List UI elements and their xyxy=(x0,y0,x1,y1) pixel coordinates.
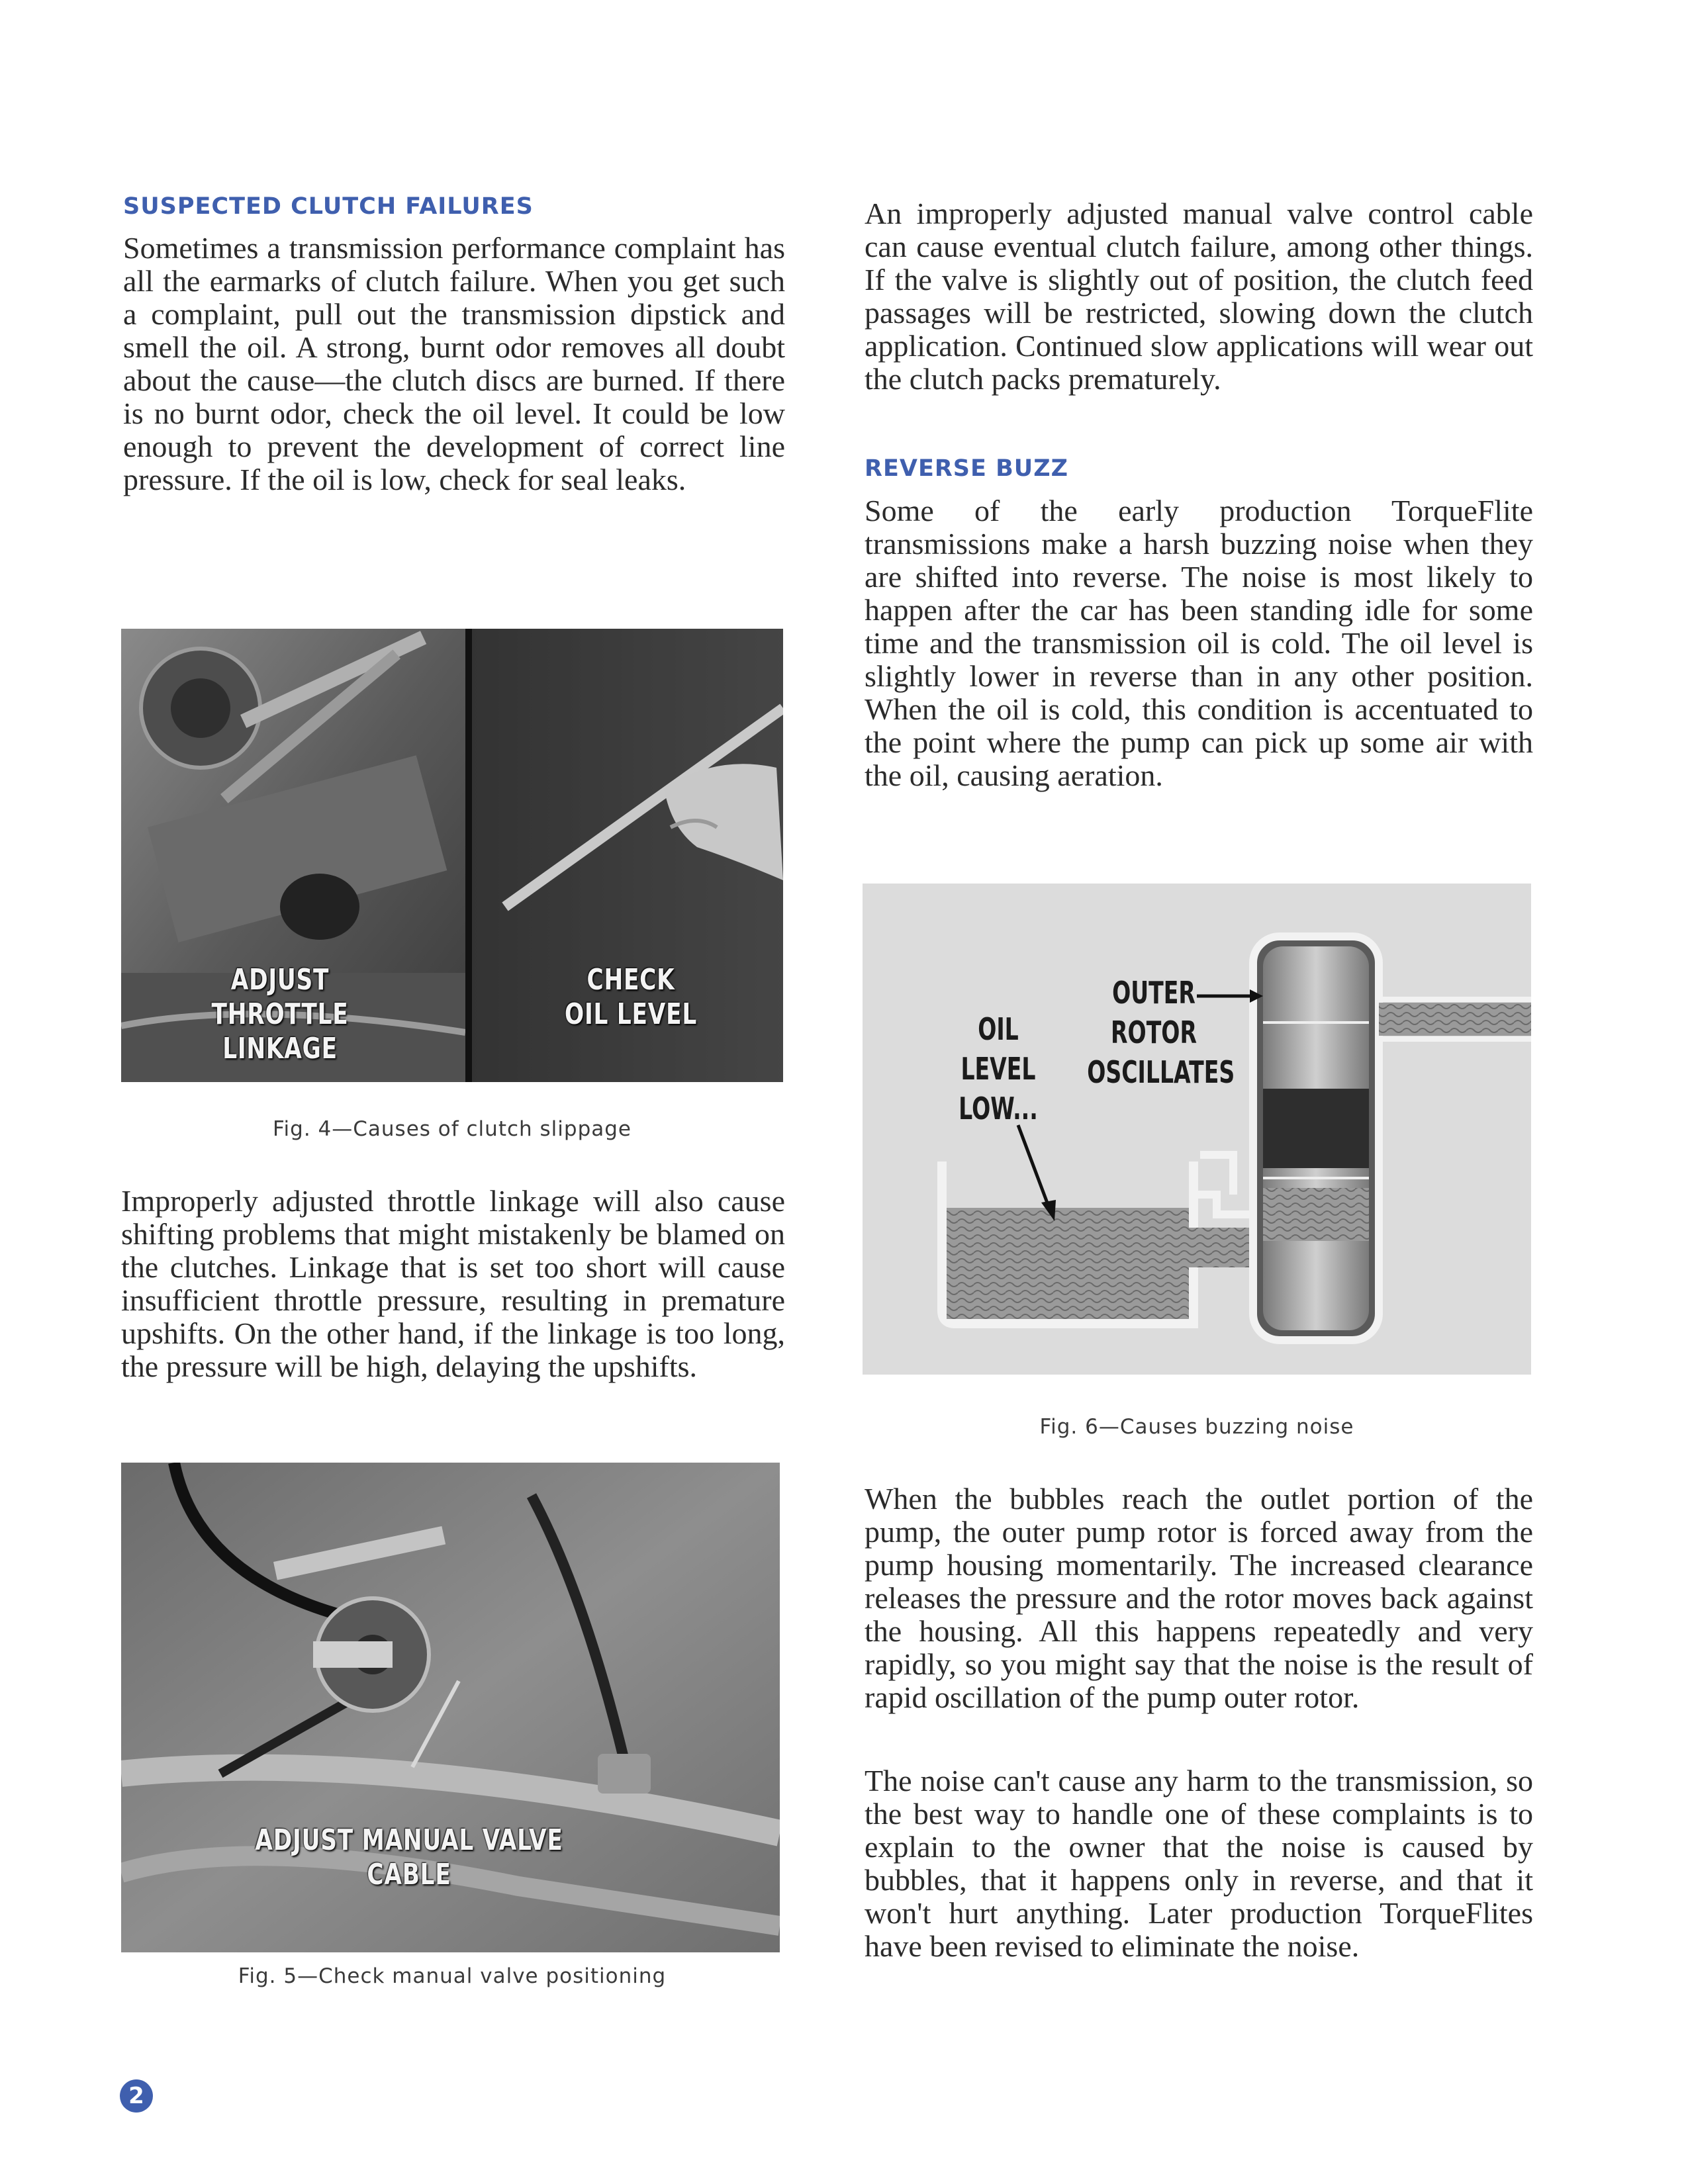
fig6-diagram-art xyxy=(863,884,1531,1375)
paragraph-bubbles-outlet: When the bubbles reach the outlet portion of the pump, the outer pump rotor is forced away from the pump housing momentarily. The increased clearance releases the pressure and the rotor moves back against the housing. All this happens repeatedly and very rapidly, so you might say that the noise is the result of rapid oscillation of the pump outer rotor. xyxy=(865,1482,1533,1714)
section-heading-suspected-clutch-failures: SUSPECTED CLUTCH FAILURES xyxy=(123,193,534,220)
section-heading-reverse-buzz: REVERSE BUZZ xyxy=(865,455,1068,482)
paragraph-throttle-linkage: Improperly adjusted throttle linkage will also cause shifting problems that might mistakenly be blamed on the clutches. Linkage that is set too short will cause insufficient throttle pressure, resulting in premature upshifts. On the other hand, if the linkage is too long, the pressure will be high, delaying the upshifts. xyxy=(121,1184,785,1383)
fig6-label-oil-level-low: OIL LEVEL LOW... xyxy=(959,1011,1038,1126)
paragraph-reverse-buzz: Some of the early production TorqueFlite transmissions make a harsh buzzing noise when they are shifted into reverse. The noise is most likely to happen after the car has been standing idle for some time and the transmission oil is cold. The oil level is slightly lower in reverse than in any other position. When the oil is cold, this condition is accentuated to the point where the pump can pick up some air with the oil, causing aeration. xyxy=(865,494,1533,792)
paragraph-manual-valve-cable: An improperly adjusted manual valve control cable can cause eventual clutch failure, among other things. If the valve is slightly out of position, the clutch feed passages will be restricted, slowing down the clutch application. Continued slow applications will wear out the clutch packs prematurely. xyxy=(865,197,1533,396)
page-number: 2 xyxy=(120,2079,153,2113)
fig4-caption: Fig. 4—Causes of clutch slippage xyxy=(272,1117,632,1141)
fig6-label-outer-rotor-oscillates: OUTER ROTOR OSCILLATES xyxy=(1087,975,1235,1090)
paragraph-noise-harm: The noise can't cause any harm to the transmission, so the best way to handle one of these complaints is to explain to the owner that the noise is caused by bubbles, that it happens only in reverse, and that it won't hurt anything. Later production TorqueFlites have been revised to eliminate the noise. xyxy=(865,1764,1533,1963)
fig5-label: ADJUST MANUAL VALVE CABLE xyxy=(255,1823,563,1891)
fig4-photo xyxy=(121,629,783,1082)
fig4-label-adjust: ADJUST THROTTLE LINKAGE xyxy=(211,963,349,1066)
fig6-diagram xyxy=(863,884,1531,1375)
fig4-label-check: CHECK OIL LEVEL xyxy=(565,963,697,1031)
fig5-caption: Fig. 5—Check manual valve positioning xyxy=(238,1964,667,1988)
fig5-photo xyxy=(121,1463,780,1952)
fig6-caption: Fig. 6—Causes buzzing noise xyxy=(1039,1415,1354,1439)
paragraph-clutch-failures: Sometimes a transmission performance complaint has all the earmarks of clutch failure. When you get such a complaint, pull out the transmission dipstick and smell the oil. A strong, burnt odor removes all doubt about the cause—the clutch discs are burned. If there is no burnt odor, check the oil level. It could be low enough to prevent the development of correct line pressure. If the oil is low, check for seal leaks. xyxy=(123,231,785,496)
